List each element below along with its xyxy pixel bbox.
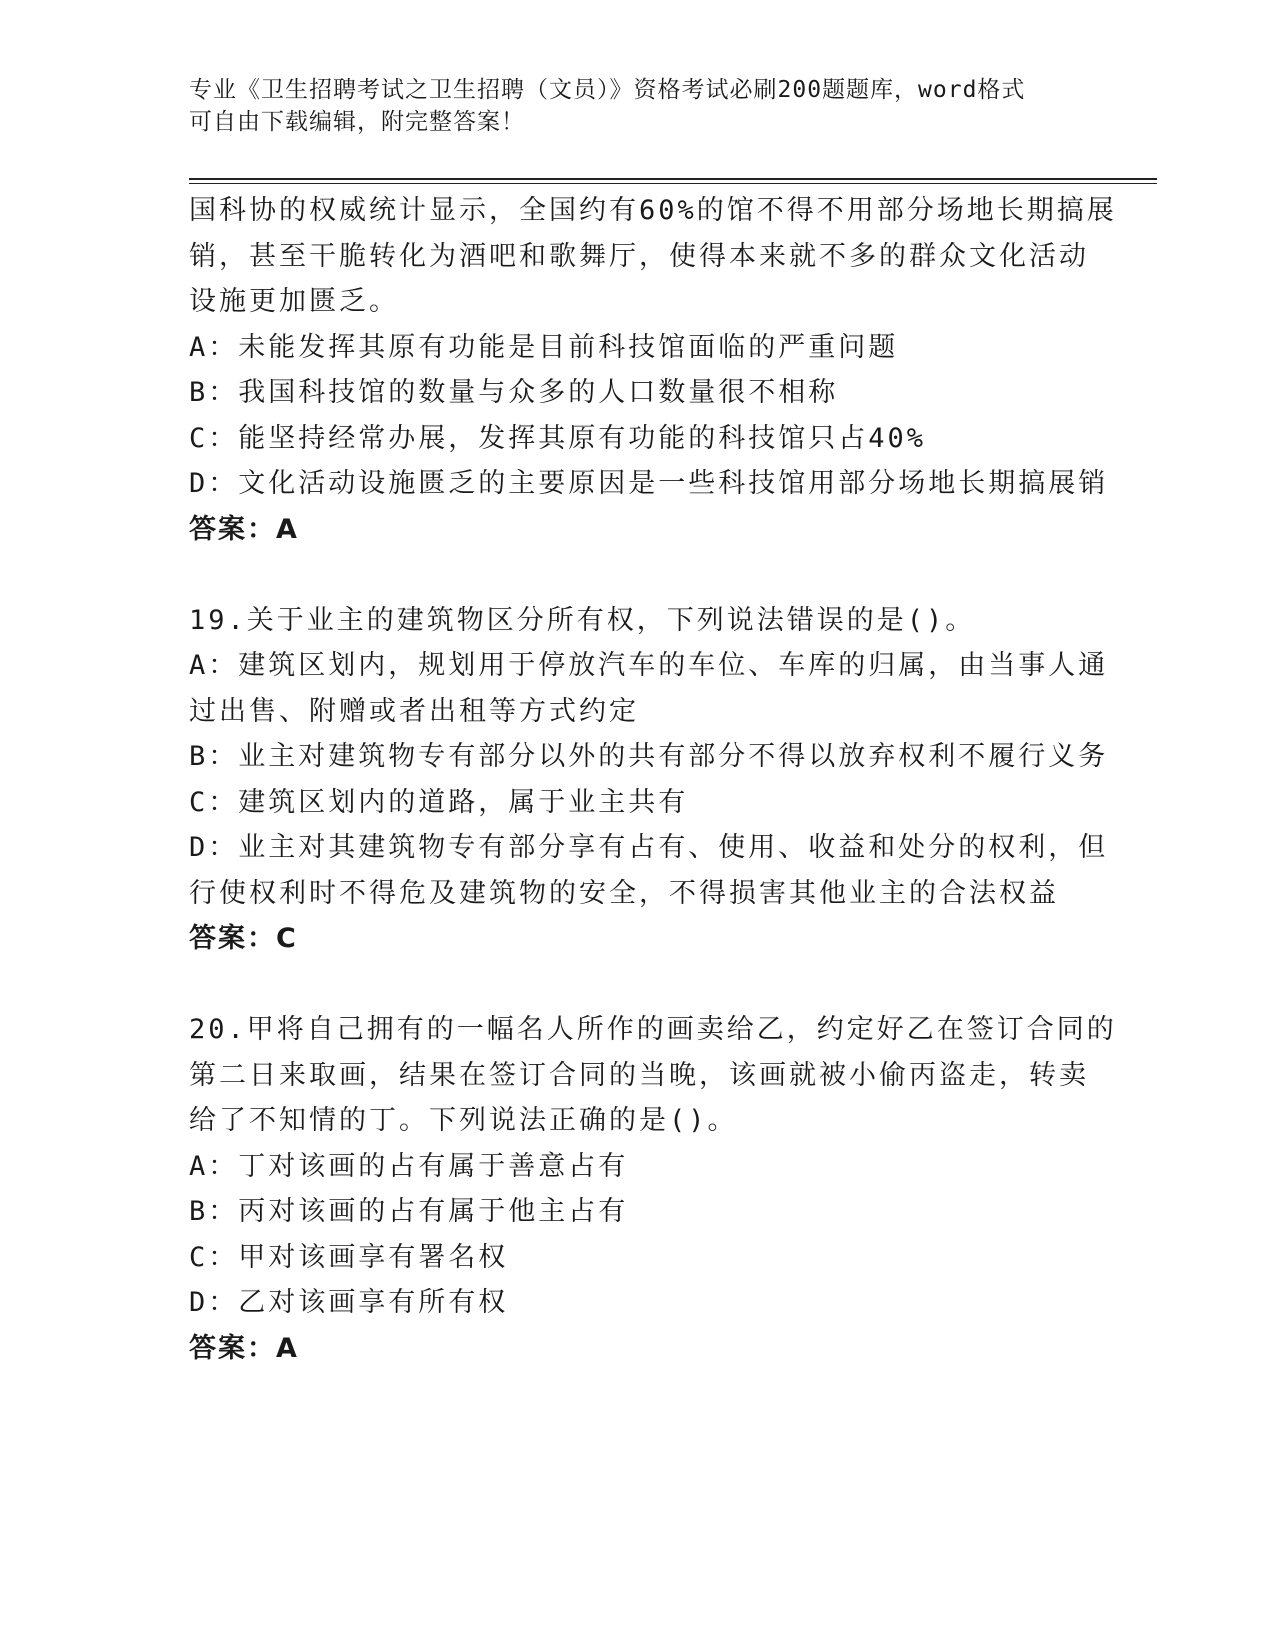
- question-text-line: 国科协的权威统计显示，全国约有60%的馆不得不用部分场地长期搞展: [189, 195, 1117, 226]
- option-d-continued: 行使权利时不得危及建筑物的安全，不得损害其他业主的合法权益: [189, 877, 1059, 909]
- answer-label: 答案：A: [189, 513, 299, 545]
- option-a-continued: 过出售、附赠或者出租等方式约定: [189, 695, 639, 727]
- answer-label: 答案：A: [189, 1332, 299, 1364]
- question-stem: 19.关于业主的建筑物区分所有权，下列说法错误的是()。: [189, 604, 976, 636]
- document-body: [189, 188, 1129, 1371]
- option-a: A：未能发挥其原有功能是目前科技馆面临的严重问题: [189, 331, 899, 363]
- option-d: D：乙对该画享有所有权: [189, 1287, 509, 1318]
- header-line-2: 可自由下载编辑，附完整答案！: [189, 109, 525, 135]
- answer-label: 答案：C: [189, 923, 298, 954]
- page-header: [189, 74, 1089, 138]
- option-a: A：丁对该画的占有属于善意占有: [189, 1150, 629, 1182]
- question-19: [189, 598, 1129, 962]
- option-c: C：甲对该画享有署名权: [189, 1241, 509, 1273]
- question-stem-continued: 给了不知情的丁。下列说法正确的是()。: [189, 1105, 738, 1136]
- spacer: [189, 962, 1129, 1008]
- header-line-1: 专业《卫生招聘考试之卫生招聘（文员）》资格考试必刷200题题库，word格式: [189, 77, 1026, 103]
- spacer: [189, 552, 1129, 598]
- option-b: B：丙对该画的占有属于他主占有: [189, 1196, 629, 1227]
- option-a: A：建筑区划内，规划用于停放汽车的车位、车库的归属，由当事人通: [189, 650, 1109, 681]
- option-d: D：业主对其建筑物专有部分享有占有、使用、收益和处分的权利，但: [189, 832, 1109, 863]
- question-text-line: 销，甚至干脆转化为酒吧和歌舞厅，使得本来就不多的群众文化活动: [189, 240, 1089, 272]
- header-divider: [189, 178, 1157, 184]
- question-stem-continued: 第二日来取画，结果在签订合同的当晚，该画就被小偷丙盗走，转卖: [189, 1059, 1089, 1091]
- question-stem: 20.甲将自己拥有的一幅名人所作的画卖给乙，约定好乙在签订合同的: [189, 1014, 1117, 1045]
- question-20: [189, 1007, 1129, 1371]
- option-d: D：文化活动设施匮乏的主要原因是一些科技馆用部分场地长期搞展销: [189, 468, 1109, 499]
- option-c: C：建筑区划内的道路，属于业主共有: [189, 786, 689, 818]
- question-text-line: 设施更加匮乏。: [189, 286, 399, 317]
- question-18-continued: [189, 188, 1129, 552]
- option-b: B：我国科技馆的数量与众多的人口数量很不相称: [189, 377, 839, 408]
- option-c: C：能坚持经常办展，发挥其原有功能的科技馆只占40%: [189, 422, 927, 454]
- option-b: B：业主对建筑物专有部分以外的共有部分不得以放弃权利不履行义务: [189, 741, 1109, 772]
